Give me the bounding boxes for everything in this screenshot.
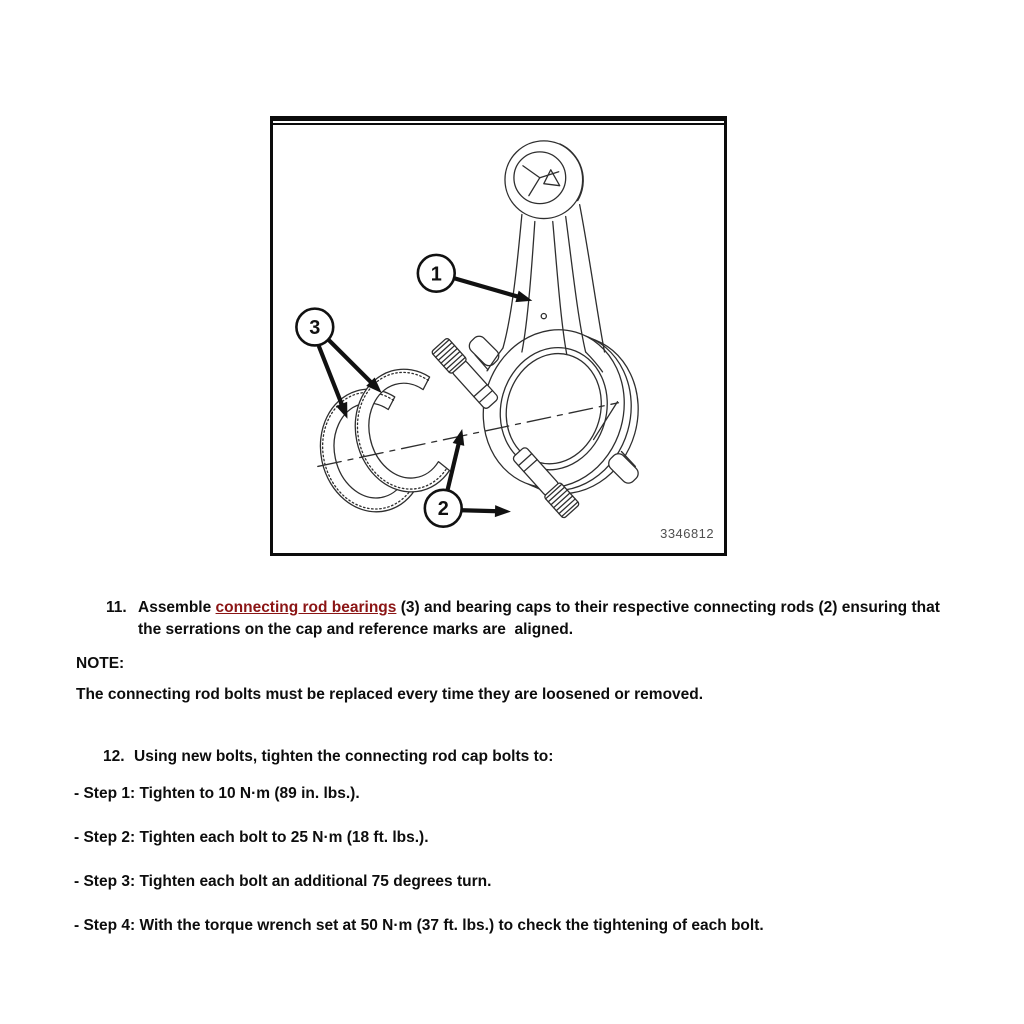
bolt-boss-lower [606, 451, 641, 486]
callout-1 [418, 255, 520, 297]
item-12-text: Using new bolts, tighten the connecting rod cap bolts to: [134, 748, 554, 765]
instruction-item-11 [106, 597, 948, 641]
torque-step-1: - Step 1: Tighten to 10 N·m (89 in. lbs.). [74, 785, 360, 802]
callout-1-arrow [454, 278, 520, 297]
item-11-text [138, 597, 948, 641]
figure-number: 3346812 [660, 526, 715, 542]
callout-2-label: 2 [437, 498, 449, 521]
item-11-number: 11. [106, 599, 127, 616]
big-end [465, 313, 657, 511]
callout-2-arrow-right [462, 510, 498, 511]
item-11-text-before-link: Assemble [138, 599, 216, 616]
bearing-shell-front [344, 363, 452, 501]
torque-step-4: - Step 4: With the torque wrench set at 50 N·m (37 ft. lbs.) to check the tightening of each bolt. [74, 917, 764, 934]
connecting-rod-diagram [273, 126, 722, 554]
torque-step-2: - Step 2: Tighten each bolt to 25 N·m (18 ft. lbs.). [74, 829, 429, 846]
callout-2-arrow-up [447, 442, 459, 492]
small-end [505, 141, 583, 219]
note-body: The connecting rod bolts must be replaced every time they are loosened or removed. [76, 686, 704, 703]
callout-3-label: 3 [309, 317, 321, 340]
bolt-boss-upper [466, 333, 501, 368]
item-12-number: 12. [103, 748, 125, 765]
callout-3-arrow-right [329, 340, 373, 384]
connecting-rod-bearings-link[interactable]: connecting rod bearings [215, 599, 397, 616]
torque-step-3: - Step 3: Tighten each bolt an additional 75 degrees turn. [74, 873, 492, 890]
figure-frame [270, 116, 727, 556]
callout-3-arrow-left [319, 346, 343, 407]
note-heading: NOTE: [76, 655, 125, 672]
callout-1-label: 1 [430, 263, 442, 286]
item-11-text-after-link: (3) and bearing caps to their respective connecting rods (2) ensuring that the serrations on the cap and reference marks are aligned. [138, 599, 940, 638]
instruction-item-12 [103, 746, 993, 768]
connecting-rod-art [465, 141, 657, 511]
